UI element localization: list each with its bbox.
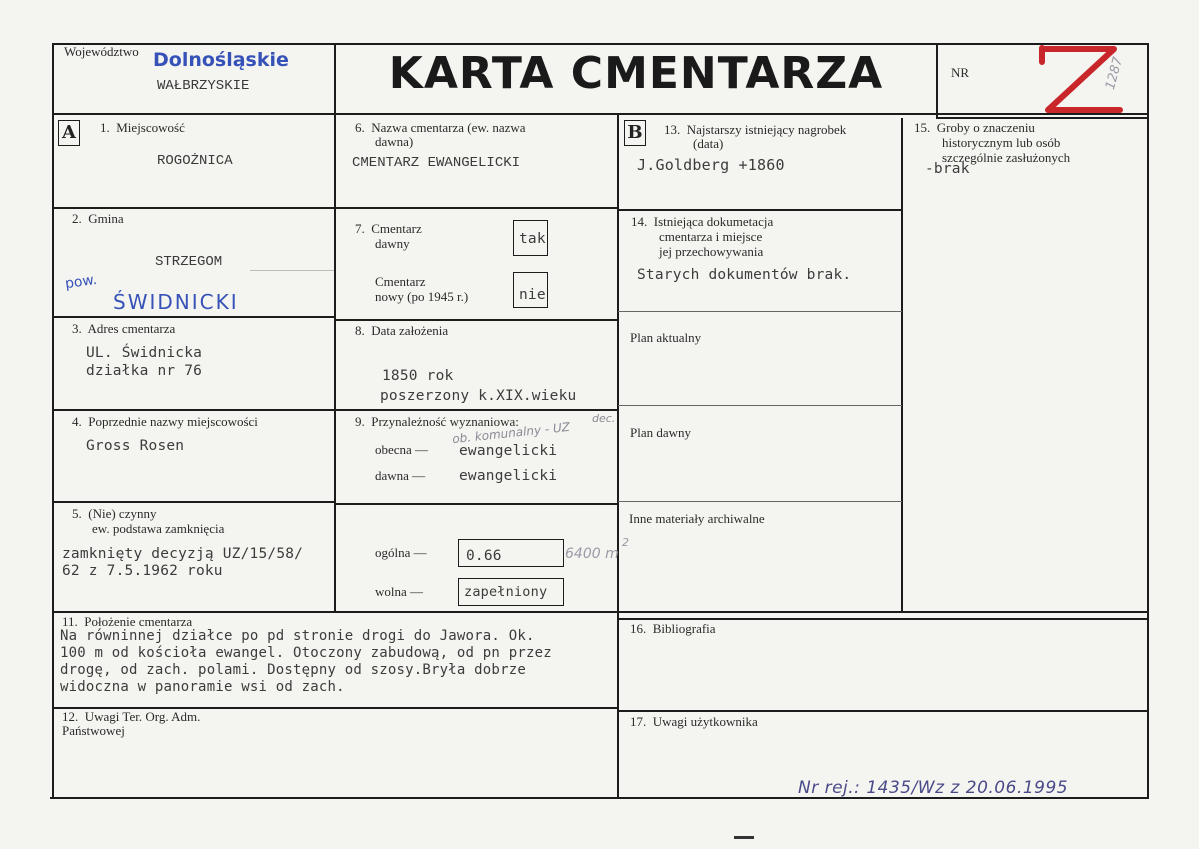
f7-nowy-label-2: nowy (po 1945 r.) — [375, 289, 469, 304]
f12-label-2: Państwowej — [62, 723, 125, 738]
f6-label-2: dawna) — [375, 134, 414, 149]
f10-wolna-label: wolna — — [375, 584, 424, 599]
c3-h1 — [618, 209, 902, 211]
f5-line2: 62 z 7.5.1962 roku — [62, 563, 223, 579]
f11-label: 11. Położenie cmentarza — [62, 614, 193, 629]
f14-label-2: cmentarza i miejsce — [659, 229, 763, 244]
f5-label-1: 5. (Nie) czynny — [72, 506, 157, 521]
f6-value: CMENTARZ EWANGELICKI — [352, 155, 521, 171]
f1-value: ROGOŻNICA — [157, 153, 233, 169]
f15-label-2: historycznym lub osób — [942, 135, 1061, 150]
col-div-2 — [617, 115, 619, 799]
f15-label-3: szczególnie zasłużonych — [942, 150, 1071, 165]
f4-label: 4. Poprzednie nazwy miejscowości — [72, 414, 258, 429]
f13-value: J.Goldberg +1860 — [637, 156, 785, 174]
f7-label-1: 7. Cmentarz — [355, 221, 422, 236]
f14-value: Starych dokumentów brak. — [637, 267, 852, 283]
f9-pencil-note-2: dec. — [592, 412, 616, 425]
f17-label: 17. Uwagi użytkownika — [630, 714, 758, 729]
header-bottom — [53, 113, 1148, 115]
c1-h2 — [53, 316, 335, 318]
nr-number: 1287 — [1103, 55, 1127, 92]
page-title: KARTA CMENTARZA — [388, 48, 884, 99]
f9-dawna-label: dawna — — [375, 468, 426, 483]
section-a-badge: A — [58, 120, 80, 146]
f8-line2: poszerzony k.XIX.wieku — [380, 388, 577, 404]
c2-h1 — [335, 207, 617, 209]
c1-h4 — [53, 501, 335, 503]
f10-ogolna-pencil-sup: 2 — [622, 536, 629, 549]
voivodeship-label: Województwo — [64, 44, 139, 59]
f7-dawny-value: tak — [519, 231, 546, 247]
frame-right — [1147, 43, 1149, 799]
f9-obecna-label: obecna — — [375, 442, 429, 457]
col-div-3 — [901, 118, 903, 612]
c2-h3 — [335, 409, 617, 411]
f13-label-1: 13. Najstarszy istniejący nagrobek — [664, 122, 847, 137]
f5-label-2: ew. podstawa zamknięcia — [92, 521, 225, 536]
f11-line3: drogę, od zach. polami. Dostępny od szosy.Bryła dobrze — [60, 662, 526, 678]
region-stamp: Dolnośląskie — [153, 49, 289, 71]
c2-h2 — [335, 319, 617, 321]
c1-h3 — [53, 409, 335, 411]
f15-label-1: 15. Groby o znaczeniu — [914, 120, 1035, 135]
f15-value: -brak — [925, 161, 970, 177]
f2-pow-note: pow. — [64, 271, 99, 293]
f7-label-2: dawny — [375, 236, 410, 251]
c3-h3 — [618, 405, 902, 406]
f16-label: 16. Bibliografia — [630, 621, 716, 636]
f10-ogolna-label: ogólna — — [375, 545, 427, 560]
f2-value: STRZEGOM — [155, 254, 223, 270]
row-17-top — [618, 710, 1148, 712]
f8-label: 8. Data założenia — [355, 323, 449, 338]
f3-line2: działka nr 76 — [86, 363, 203, 379]
nr-label: NR — [951, 65, 970, 80]
row-11-top — [53, 611, 1148, 613]
c1-h-thin — [250, 270, 334, 271]
f11-line4: widoczna w panoramie wsi od zach. — [60, 679, 345, 695]
f9-dawna-value: ewangelicki — [459, 468, 558, 484]
c2-h4 — [335, 503, 617, 505]
f5-line1: zamknięty decyzją UZ/15/58/ — [62, 546, 304, 562]
inne-materialy-label: Inne materiały archiwalne — [629, 511, 765, 526]
f6-label-1: 6. Nazwa cmentarza (ew. nazwa — [355, 120, 526, 135]
f4-value: Gross Rosen — [86, 438, 185, 454]
frame-left — [52, 43, 54, 799]
header-div-2 — [936, 43, 938, 118]
header-div-1 — [334, 43, 336, 115]
f10-ogolna-pencil: 6400 m — [565, 546, 619, 562]
f7-nowy-label-1: Cmentarz — [375, 274, 426, 289]
f8-line1: 1850 rok — [382, 368, 454, 384]
bottom-mark — [734, 836, 754, 839]
f2-swidnicki-note: ŚWIDNICKI — [113, 290, 239, 314]
plan-aktualny-label: Plan aktualny — [630, 330, 702, 345]
c1-h1 — [53, 207, 335, 209]
registration-handwritten: Nr rej.: 1435/Wz z 20.06.1995 — [798, 778, 1069, 798]
frame-top — [53, 43, 1148, 45]
voivodeship-value: WAŁBRZYSKIE — [157, 78, 250, 94]
f9-obecna-value: ewangelicki — [459, 443, 558, 459]
row-16-top — [618, 618, 1148, 620]
f2-label: 2. Gmina — [72, 211, 124, 226]
f11-line2: 100 m od kościoła ewangel. Otoczony zabudową, od pn przez — [60, 645, 552, 661]
c3-h4 — [618, 501, 902, 502]
f9-pencil-note: ob. komunalny - UZ — [451, 419, 571, 447]
f7-nowy-value: nie — [519, 287, 546, 303]
f11-line1: Na równinnej działce po pd stronie drogi do Jawora. Ok. — [60, 628, 535, 644]
col-div-1 — [334, 115, 336, 612]
f14-label-3: jej przechowywania — [659, 244, 764, 259]
f10-wolna-value: zapełniony — [464, 584, 548, 600]
section-b-badge: B — [624, 120, 646, 146]
f3-label: 3. Adres cmentarza — [72, 321, 176, 336]
f12-label-1: 12. Uwagi Ter. Org. Adm. — [62, 709, 201, 724]
f13-label-2: (data) — [693, 136, 724, 151]
f1-label: 1. Miejscowość — [100, 120, 185, 135]
f14-label-1: 14. Istniejąca dokumetacja — [631, 214, 774, 229]
f3-line1: UL. Świdnicka — [86, 345, 203, 361]
plan-dawny-label: Plan dawny — [630, 425, 692, 440]
c3-h2 — [618, 311, 902, 312]
f10-ogolna-value: 0.66 — [466, 548, 502, 564]
f9-label: 9. Przynależność wyznaniowa: — [355, 414, 519, 429]
